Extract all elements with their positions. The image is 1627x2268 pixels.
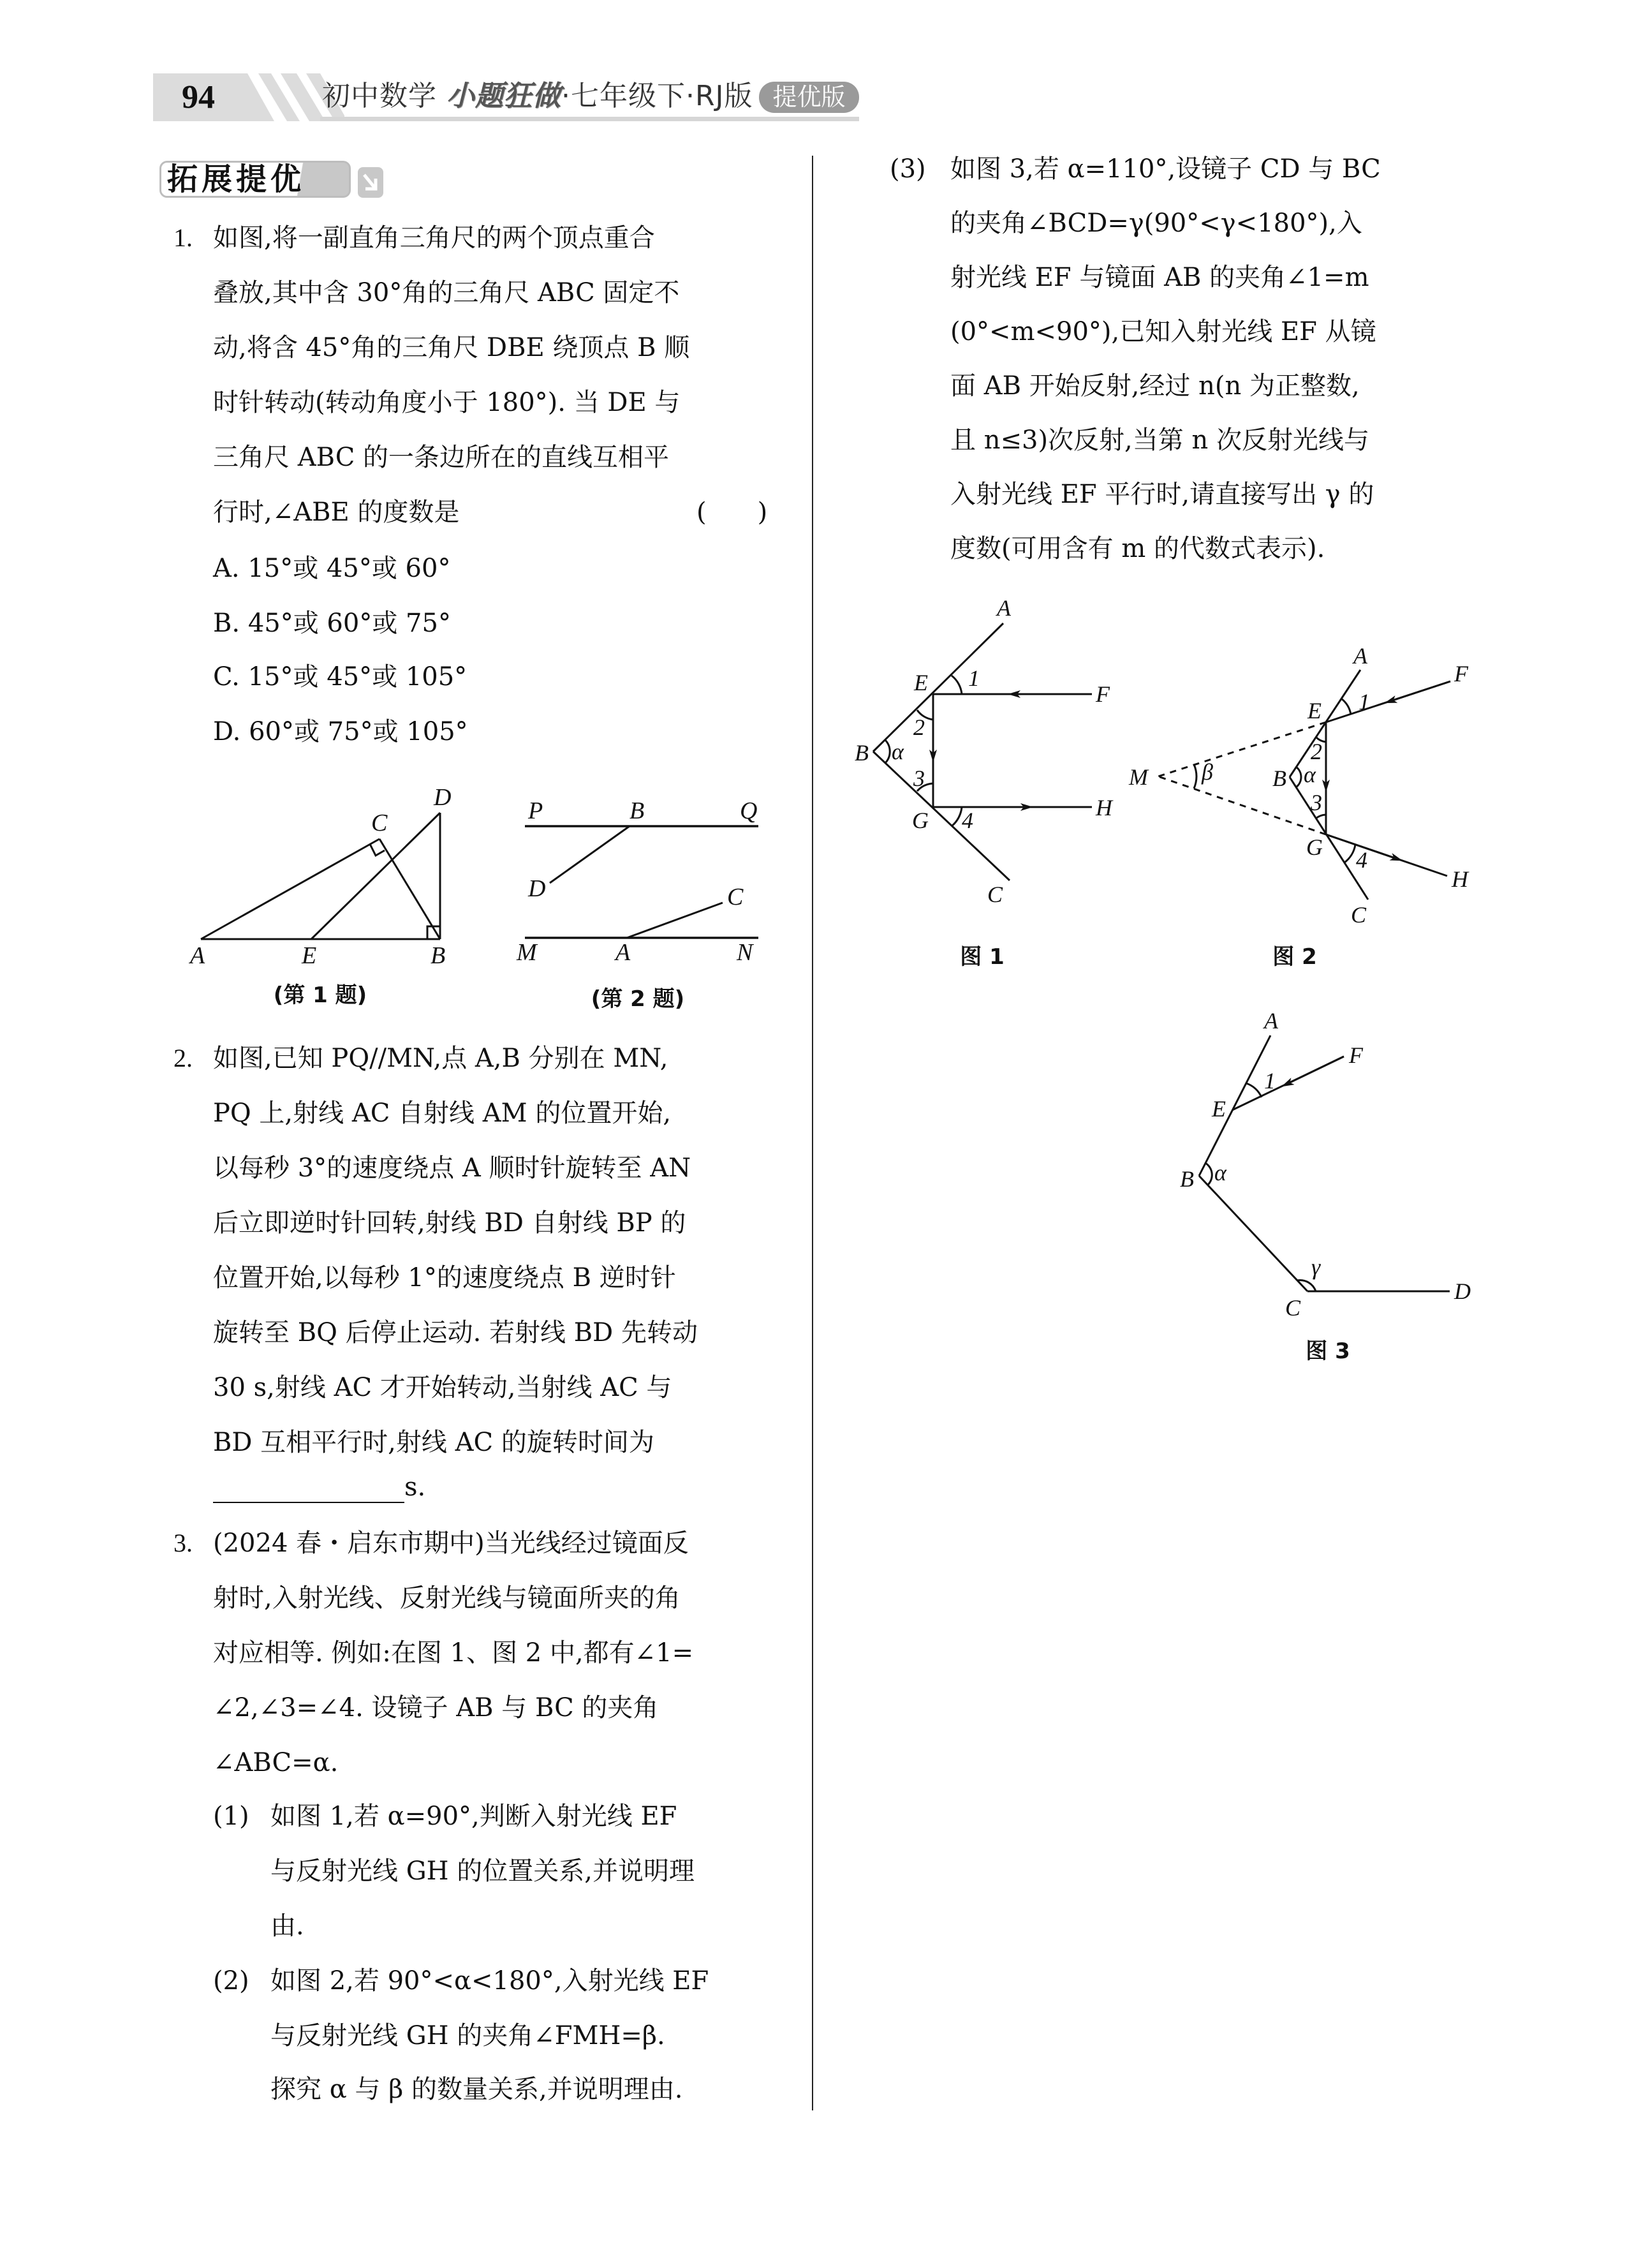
q3-part1-line: 由. xyxy=(270,1911,304,1941)
q2-line: 30 s,射线 AC 才开始转动,当射线 AC 与 xyxy=(213,1373,672,1402)
svg-text:G: G xyxy=(1306,834,1323,860)
svg-text:C: C xyxy=(1351,902,1367,928)
q2-label-n: N xyxy=(737,939,753,966)
q2-line: 以每秒 3°的速度绕点 A 顺时针旋转至 AN xyxy=(213,1153,691,1183)
q1-line: 行时,∠ABE 的度数是 xyxy=(213,498,460,527)
q1-option-c[interactable]: C. 15°或 45°或 105° xyxy=(213,662,467,692)
book-title-suffix: ·七年级下·RJ版 xyxy=(561,80,753,112)
q3-part1-line: 如图 1,若 α=90°,判断入射光线 EF xyxy=(270,1802,677,1831)
q1-answer-bracket[interactable]: ( ) xyxy=(696,498,768,527)
svg-text:α: α xyxy=(1304,762,1316,787)
figure-1-caption: 图 1 xyxy=(960,944,1005,970)
figure-3 xyxy=(1199,1035,1450,1291)
svg-text:α: α xyxy=(892,739,904,764)
q1-line: 时针转动(转动角度小于 180°). 当 DE 与 xyxy=(213,388,681,417)
figure-3-caption: 图 3 xyxy=(1306,1338,1350,1364)
svg-text:4: 4 xyxy=(962,808,973,833)
q1-line: 叠放,其中含 30°角的三角尺 ABC 固定不 xyxy=(213,278,680,308)
svg-text:2: 2 xyxy=(913,715,925,740)
q3-part3-line: 且 n≤3)次反射,当第 n 次反射光线与 xyxy=(950,426,1369,455)
svg-text:H: H xyxy=(1096,795,1112,820)
svg-text:3: 3 xyxy=(1311,790,1322,815)
svg-text:A: A xyxy=(1264,1008,1278,1034)
q3-number: 3. xyxy=(173,1529,193,1557)
q3-part3-line: 如图 3,若 α=110°,设镜子 CD 与 BC xyxy=(950,154,1381,184)
svg-text:E: E xyxy=(1212,1096,1226,1122)
q3-line: 对应相等. 例如:在图 1、图 2 中,都有∠1= xyxy=(213,1638,694,1668)
q3-part3-line: 的夹角∠BCD=γ(90°<γ<180°),入 xyxy=(950,209,1362,238)
svg-text:1: 1 xyxy=(968,665,980,691)
q2-label-m: M xyxy=(517,939,537,966)
q3-part2-line: 与反射光线 GH 的夹角∠FMH=β. xyxy=(270,2021,665,2050)
svg-text:β: β xyxy=(1202,759,1213,785)
q2-label-a: A xyxy=(615,939,631,966)
figure-2-caption: 图 2 xyxy=(1272,944,1317,970)
book-brand: 小题狂做 xyxy=(446,80,561,112)
q2-line: BD 互相平行时,射线 AC 的旋转时间为 xyxy=(213,1428,654,1457)
q1-label-c: C xyxy=(371,810,388,836)
q3-part2-label: (2) xyxy=(213,1966,249,1996)
q3-part3-line: 射光线 EF 与镜面 AB 的夹角∠1=m xyxy=(950,263,1369,292)
q3-line: (2024 春・启东市期中)当光线经过镜面反 xyxy=(213,1529,689,1558)
svg-text:4: 4 xyxy=(1356,847,1367,873)
svg-text:B: B xyxy=(1180,1166,1194,1192)
svg-text:B: B xyxy=(855,740,869,766)
q2-label-c: C xyxy=(727,884,744,910)
svg-text:C: C xyxy=(987,882,1003,907)
section-title: 拓展提优 xyxy=(167,161,306,197)
svg-text:α: α xyxy=(1214,1160,1226,1185)
svg-text:A: A xyxy=(1353,643,1367,669)
svg-text:C: C xyxy=(1285,1295,1301,1321)
q1-label-e: E xyxy=(302,942,317,969)
q3-line: 射时,入射光线、反射光线与镜面所夹的角 xyxy=(213,1583,681,1613)
q3-part1-line: 与反射光线 GH 的位置关系,并说明理 xyxy=(270,1857,695,1886)
page-number: 94 xyxy=(182,79,215,115)
q2-label-p: P xyxy=(528,797,543,824)
q2-label-q: Q xyxy=(740,797,758,824)
q1-figure-caption: (第 1 题) xyxy=(273,982,367,1008)
q1-label-b: B xyxy=(431,942,446,969)
q3-part3-label: (3) xyxy=(890,154,926,184)
q3-line: ∠ABC=α. xyxy=(213,1748,339,1777)
svg-text:γ: γ xyxy=(1311,1254,1321,1280)
q1-line: 动,将含 45°角的三角尺 DBE 绕顶点 B 顺 xyxy=(213,333,690,362)
svg-text:D: D xyxy=(1454,1279,1471,1304)
q1-label-d: D xyxy=(434,784,452,811)
q3-part3-line: (0°<m<90°),已知入射光线 EF 从镜 xyxy=(950,317,1376,346)
q1-line: 三角尺 ABC 的一条边所在的直线互相平 xyxy=(213,443,670,472)
q1-option-d[interactable]: D. 60°或 75°或 105° xyxy=(213,717,468,746)
q2-figure-caption: (第 2 题) xyxy=(591,986,685,1012)
svg-text:E: E xyxy=(1307,698,1321,723)
q3-part3-line: 度数(可用含有 m 的代数式表示). xyxy=(950,534,1325,563)
q1-option-b[interactable]: B. 45°或 60°或 75° xyxy=(213,609,451,638)
q3-part3-line: 入射光线 EF 平行时,请直接写出 γ 的 xyxy=(950,480,1374,509)
book-title-prefix: 初中数学 xyxy=(322,80,446,112)
svg-text:F: F xyxy=(1454,661,1468,686)
q2-line: 如图,已知 PQ//MN,点 A,B 分别在 MN, xyxy=(213,1044,668,1073)
edition-badge: 提优版 xyxy=(759,82,859,113)
q1-number: 1. xyxy=(173,223,193,252)
q2-label-b: B xyxy=(629,797,645,824)
q2-answer-unit: s. xyxy=(404,1472,426,1502)
q3-part2-line: 探究 α 与 β 的数量关系,并说明理由. xyxy=(270,2075,683,2104)
q2-line: PQ 上,射线 AC 自射线 AM 的位置开始, xyxy=(213,1099,672,1128)
q1-label-a: A xyxy=(190,942,205,969)
svg-text:3: 3 xyxy=(913,766,925,791)
svg-text:H: H xyxy=(1452,866,1468,892)
q3-part3-line: 面 AB 开始反射,经过 n(n 为正整数, xyxy=(950,371,1360,401)
svg-text:F: F xyxy=(1349,1042,1363,1068)
q1-option-a[interactable]: A. 15°或 45°或 60° xyxy=(213,554,451,583)
svg-text:G: G xyxy=(912,808,929,833)
q2-number: 2. xyxy=(173,1044,193,1072)
svg-text:A: A xyxy=(997,595,1011,621)
figure-1 xyxy=(873,623,1092,880)
q3-part2-line: 如图 2,若 90°<α<180°,入射光线 EF xyxy=(270,1966,709,1996)
svg-text:1: 1 xyxy=(1358,689,1370,715)
q1-line: 如图,将一副直角三角尺的两个顶点重合 xyxy=(213,223,655,253)
svg-text:F: F xyxy=(1096,681,1110,707)
q3-part1-label: (1) xyxy=(213,1802,249,1831)
q2-line: 旋转至 BQ 后停止运动. 若射线 BD 先转动 xyxy=(213,1318,698,1347)
svg-text:1: 1 xyxy=(1264,1068,1276,1093)
q2-line: 位置开始,以每秒 1°的速度绕点 B 逆时针 xyxy=(213,1263,676,1293)
q2-label-d: D xyxy=(528,875,546,902)
svg-text:M: M xyxy=(1129,764,1148,790)
q2-line: 后立即逆时针回转,射线 BD 自射线 BP 的 xyxy=(213,1208,686,1238)
q3-line: ∠2,∠3=∠4. 设镜子 AB 与 BC 的夹角 xyxy=(213,1693,659,1723)
svg-text:E: E xyxy=(914,670,928,695)
svg-text:B: B xyxy=(1272,766,1286,791)
svg-text:2: 2 xyxy=(1311,739,1322,764)
